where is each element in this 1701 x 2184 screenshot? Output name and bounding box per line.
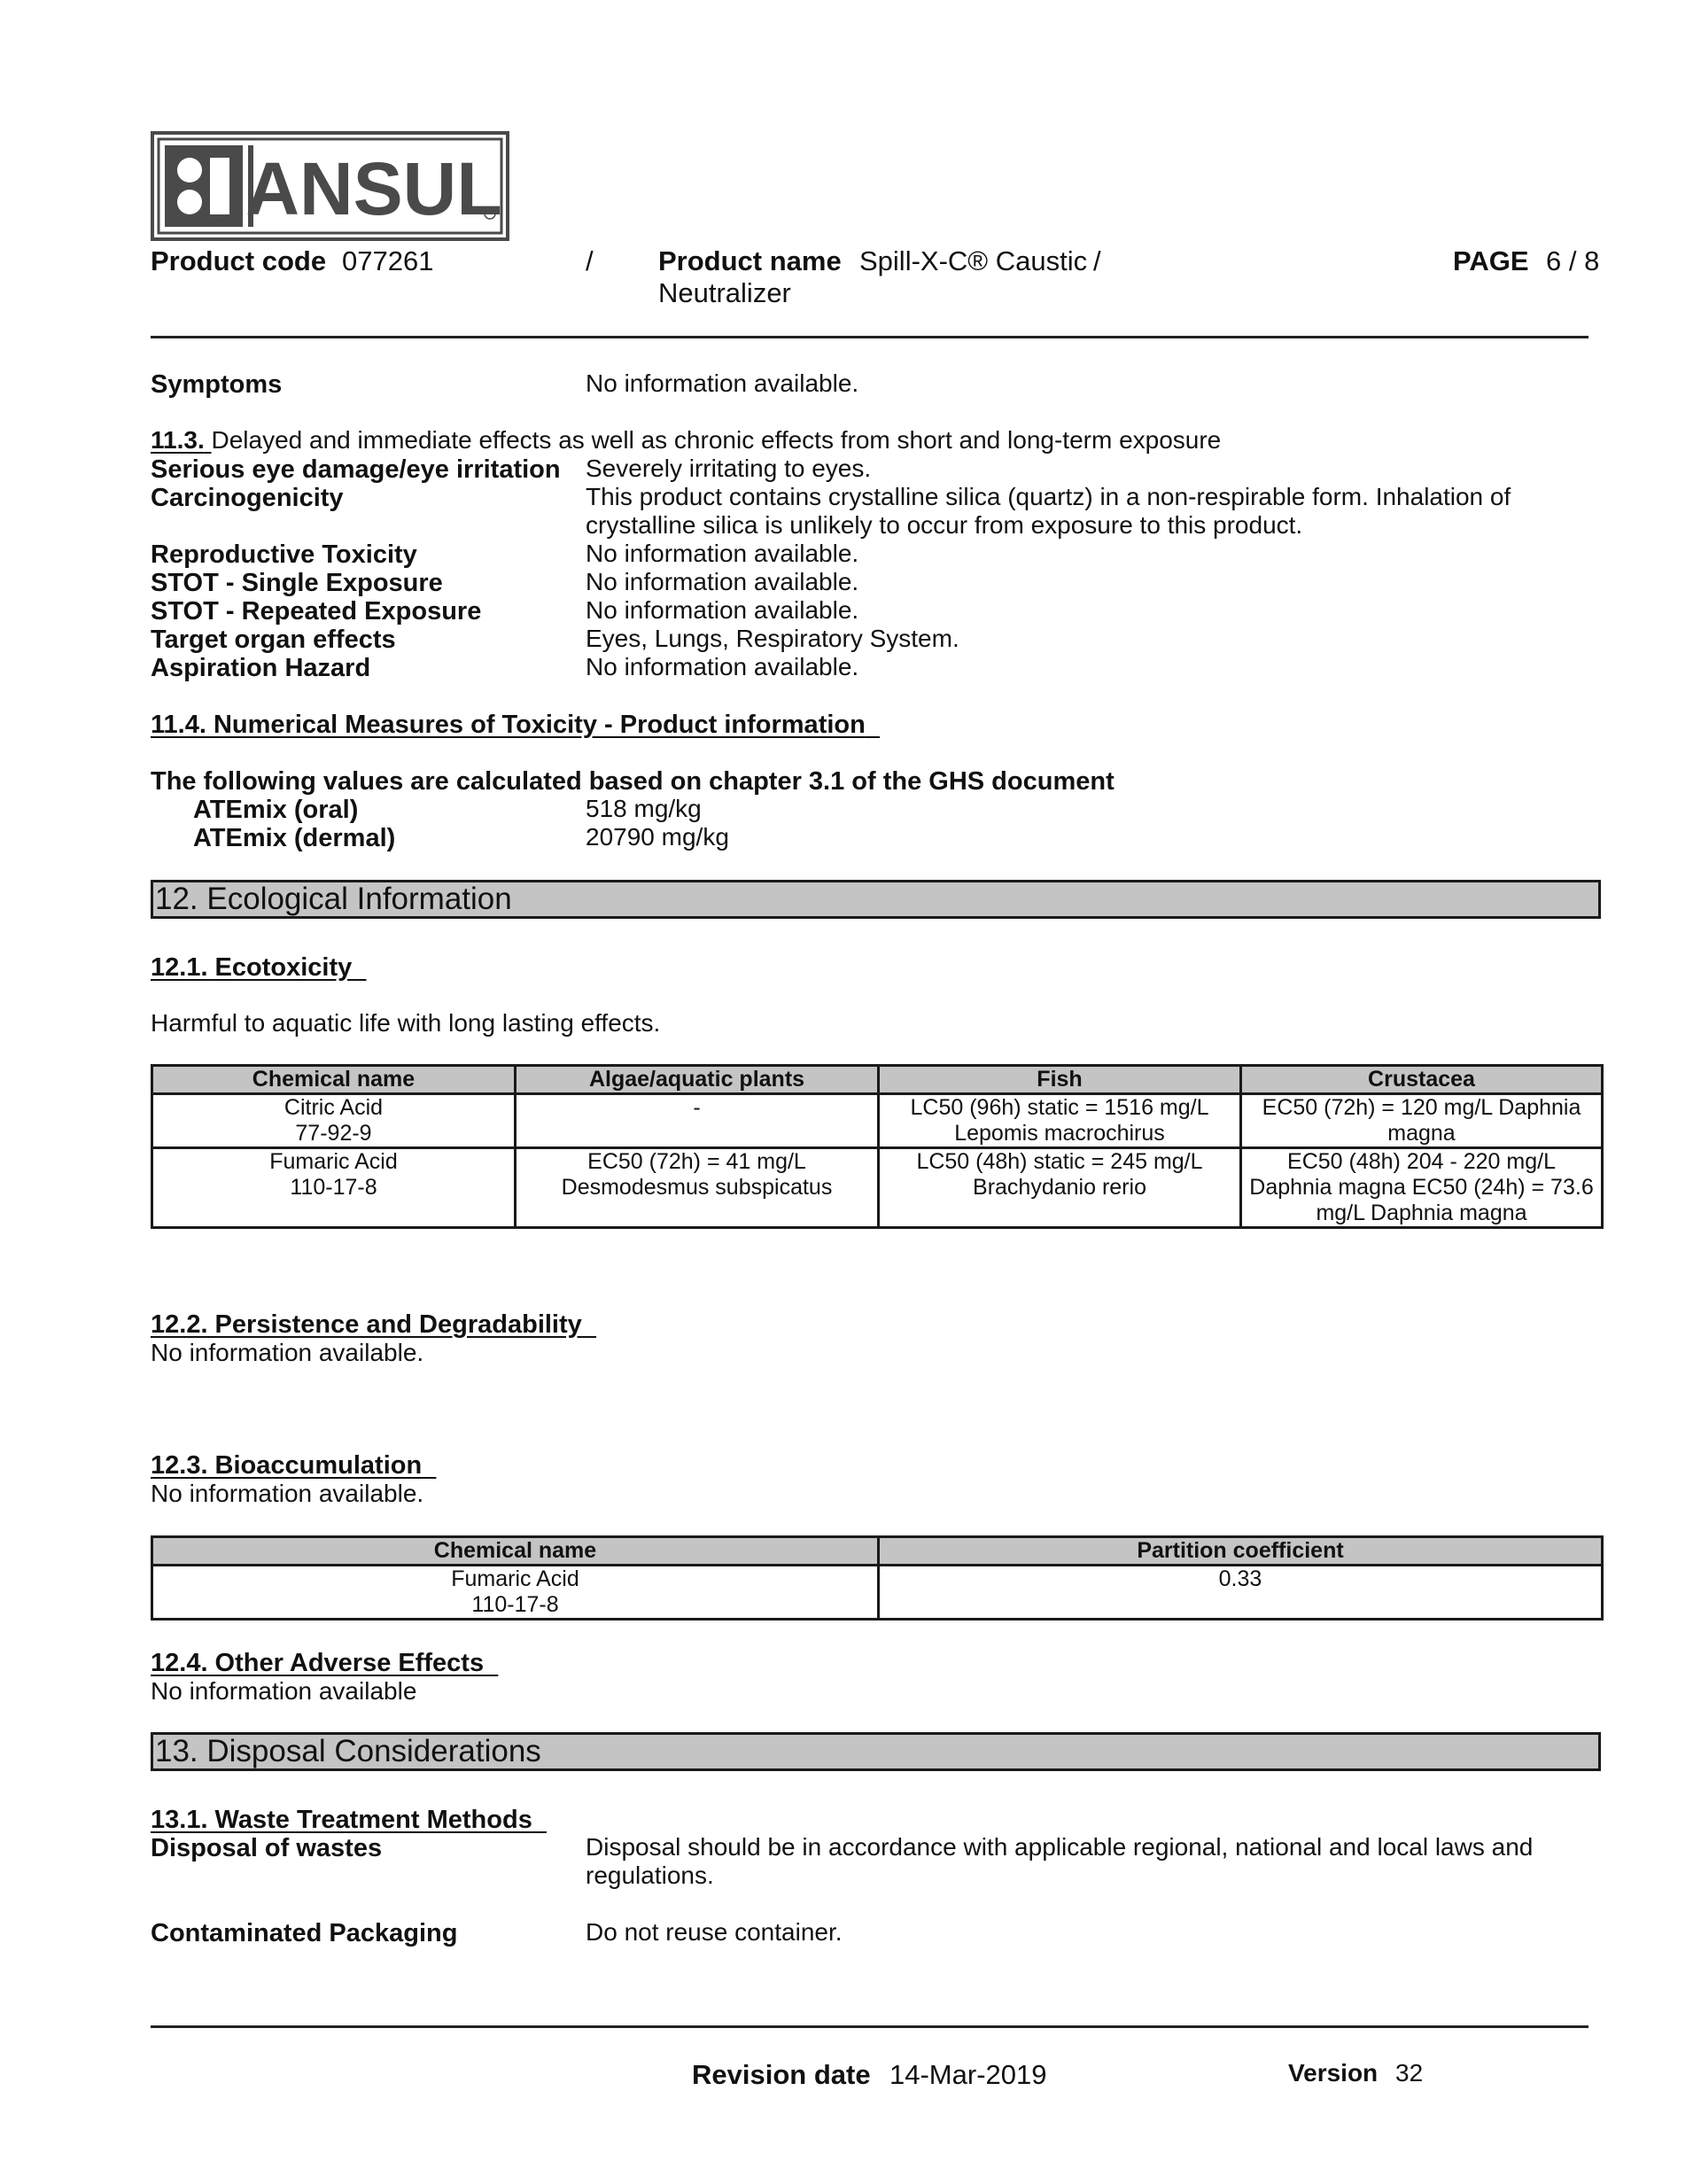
carcinogenicity-value-line2: crystalline silica is unlikely to occur from exposure to this product. — [586, 511, 1303, 539]
product-name-value: Spill-X-C® Caustic — [859, 245, 1088, 276]
ghs-intro: The following values are calculated based on chapter 3.1 of the GHS document — [151, 767, 1115, 796]
product-name-label: Product name — [658, 245, 842, 276]
page-number: 6 / 8 — [1546, 245, 1600, 276]
product-name-value-line2: Neutralizer — [658, 277, 791, 308]
packaging-value: Do not reuse container. — [586, 1918, 843, 1946]
table-cell: LC50 (96h) static = 1516 mg/L Lepomis macrochirus — [879, 1094, 1241, 1148]
symptoms-value: No information available. — [586, 369, 859, 397]
section-13-header: 13. Disposal Considerations — [151, 1732, 1601, 1771]
section-12-header: 12. Ecological Information — [151, 880, 1601, 919]
packaging-label: Contaminated Packaging — [151, 1919, 458, 1947]
eye-irritation-value: Severely irritating to eyes. — [586, 455, 872, 482]
aspiration-hazard-label: Aspiration Hazard — [151, 654, 371, 682]
section-12-2-heading: 12.2. Persistence and Degradability — [151, 1310, 582, 1339]
revision-date-label: Revision date — [692, 2059, 871, 2090]
col-algae: Algae/aquatic plants — [516, 1066, 879, 1094]
disposal-value-line2: regulations. — [586, 1861, 714, 1889]
table-cell: 0.33 — [879, 1566, 1603, 1620]
atemix-oral-value: 518 mg/kg — [586, 795, 702, 822]
section-12-4-heading: 12.4. Other Adverse Effects — [151, 1649, 485, 1677]
section-12-1-heading: 12.1. Ecotoxicity — [151, 953, 353, 982]
section-11-3-number: 11.3. — [151, 426, 205, 454]
col-fish: Fish — [879, 1066, 1241, 1094]
table-row — [152, 1566, 1603, 1620]
col-partition-coefficient: Partition coefficient — [879, 1537, 1603, 1566]
aspiration-hazard-value: No information available. — [586, 653, 859, 680]
col-crustacea: Crustacea — [1241, 1066, 1603, 1094]
carcinogenicity-value: This product contains crystalline silica (quartz) in a non-respirable form. Inhalation of — [586, 483, 1511, 510]
other-effects-text: No information available — [151, 1677, 417, 1705]
stot-repeated-label: STOT - Repeated Exposure — [151, 597, 482, 626]
bioaccumulation-text: No information available. — [151, 1480, 424, 1507]
revision-date-value: 14-Mar-2019 — [889, 2059, 1047, 2090]
stot-single-value: No information available. — [586, 568, 859, 595]
stot-repeated-value: No information available. — [586, 596, 859, 624]
bioaccumulation-table — [151, 1535, 1604, 1621]
version-value: 32 — [1395, 2059, 1424, 2087]
eye-irritation-label: Serious eye damage/eye irritation — [151, 455, 561, 484]
target-organ-value: Eyes, Lungs, Respiratory System. — [586, 625, 959, 652]
symptoms-label: Symptoms — [151, 370, 283, 399]
table-cell: EC50 (48h) 204 - 220 mg/L Daphnia magna EC50 (24h) = 73.6 mg/L Daphnia magna — [1241, 1148, 1603, 1228]
header-rule — [151, 336, 1588, 338]
reproductive-toxicity-label: Reproductive Toxicity — [151, 540, 417, 569]
version-label: Version — [1288, 2059, 1379, 2087]
section-11-3-title: Delayed and immediate effects as well as chronic effects from short and long-term exposure — [211, 426, 1222, 454]
col-chemical-name: Chemical name — [152, 1066, 516, 1094]
header-slash-1: / — [586, 245, 594, 276]
table-cell: LC50 (48h) static = 245 mg/L Brachydanio rerio — [879, 1148, 1241, 1228]
section-13-1-heading: 13.1. Waste Treatment Methods — [151, 1806, 532, 1834]
carcinogenicity-label: Carcinogenicity — [151, 484, 344, 512]
section-11-3-heading — [151, 426, 1221, 455]
disposal-label: Disposal of wastes — [151, 1834, 383, 1862]
atemix-dermal-value: 20790 mg/kg — [586, 823, 729, 851]
table-cell: Fumaric Acid 110-17-8 — [152, 1148, 516, 1228]
stot-single-label: STOT - Single Exposure — [151, 569, 443, 597]
product-code-label: Product code — [151, 245, 327, 276]
section-12-3-heading: 12.3. Bioaccumulation — [151, 1451, 423, 1480]
persistence-text: No information available. — [151, 1339, 424, 1366]
footer-rule — [151, 2025, 1588, 2028]
table-row — [152, 1094, 1603, 1148]
table-cell: - — [516, 1094, 879, 1148]
table-cell: EC50 (72h) = 41 mg/L Desmodesmus subspicatus — [516, 1148, 879, 1228]
table-row — [152, 1148, 1603, 1228]
ecotoxicity-table — [151, 1064, 1604, 1229]
logo-text: ANSUL — [245, 147, 502, 230]
ansul-logo — [151, 131, 509, 241]
product-code-value: 077261 — [342, 245, 434, 276]
section-11-4-heading: 11.4. Numerical Measures of Toxicity - Product information — [151, 711, 866, 739]
atemix-oral-label: ATEmix (oral) — [193, 796, 359, 824]
target-organ-label: Target organ effects — [151, 626, 396, 654]
atemix-dermal-label: ATEmix (dermal) — [193, 824, 396, 852]
disposal-value: Disposal should be in accordance with applicable regional, national and local laws and — [586, 1833, 1534, 1861]
table-cell: Citric Acid 77-92-9 — [152, 1094, 516, 1148]
table-cell: EC50 (72h) = 120 mg/L Daphnia magna — [1241, 1094, 1603, 1148]
page-label: PAGE — [1453, 245, 1529, 276]
ecotoxicity-text: Harmful to aquatic life with long lasting effects. — [151, 1009, 661, 1037]
header-slash-2: / — [1093, 245, 1101, 276]
col-chemical-name: Chemical name — [152, 1537, 879, 1566]
table-cell: Fumaric Acid 110-17-8 — [152, 1566, 879, 1620]
reproductive-toxicity-value: No information available. — [586, 540, 859, 567]
bioaccumulation-table-header — [152, 1537, 1603, 1566]
ecotoxicity-table-header — [152, 1066, 1603, 1094]
